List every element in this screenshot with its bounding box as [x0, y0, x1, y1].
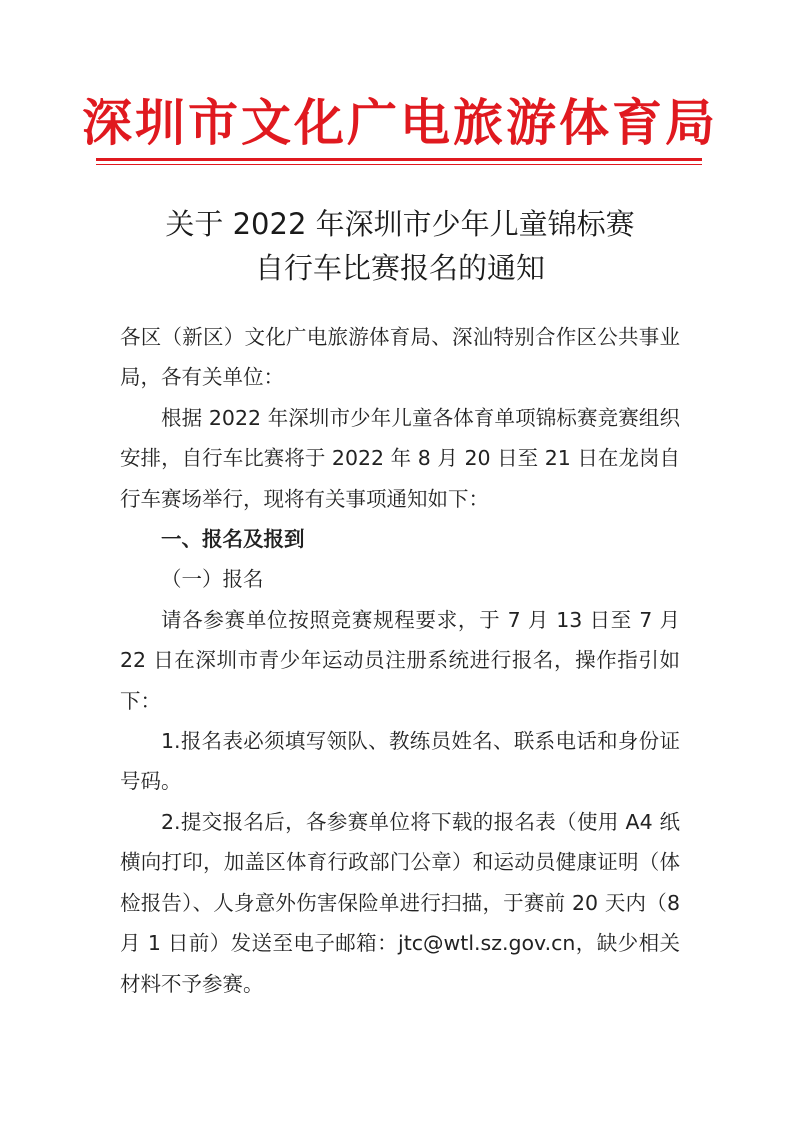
masthead-red-rule-thin [96, 164, 702, 165]
salutation-paragraph: 各区（新区）文化广电旅游体育局、深汕特别合作区公共事业局，各有关单位： [120, 325, 680, 390]
notice-title-line-2: 自行车比赛报名的通知 [254, 251, 545, 285]
section-heading-registration: 一、报名及报到 [161, 527, 305, 552]
subsection-heading-registration: （一）报名 [161, 567, 264, 592]
notice-body [120, 317, 680, 1004]
issuing-agency-masthead: 深圳市文化广电旅游体育局 [82, 93, 718, 152]
notice-title-line-1: 关于 2022 年深圳市少年儿童锦标赛 [165, 207, 635, 241]
instruction-item-2: 2.提交报名后，各参赛单位将下载的报名表（使用 A4 纸横向打印，加盖区体育行政部门公章）和运动员健康证明（体检报告）、人身意外伤害保险单进行扫描，于赛前 20 天内（8 月 1 日前）发送至电子邮箱：jtc@wtl.sz.gov.cn，缺少相关材料不予参赛。 [120, 809, 680, 996]
masthead-red-rule-thick [96, 158, 702, 161]
intro-paragraph: 根据 2022 年深圳市少年儿童各体育单项锦标赛竞赛组织安排，自行车比赛将于 2022 年 8 月 20 日至 21 日在龙岗自行车赛场举行，现将有关事项通知如下： [120, 405, 680, 511]
registration-paragraph: 请各参赛单位按照竞赛规程要求，于 7 月 13 日至 7 月 22 日在深圳市青少年运动员注册系统进行报名，操作指引如下： [120, 607, 680, 713]
instruction-item-1: 1.报名表必须填写领队、教练员姓名、联系电话和身份证号码。 [120, 729, 680, 794]
